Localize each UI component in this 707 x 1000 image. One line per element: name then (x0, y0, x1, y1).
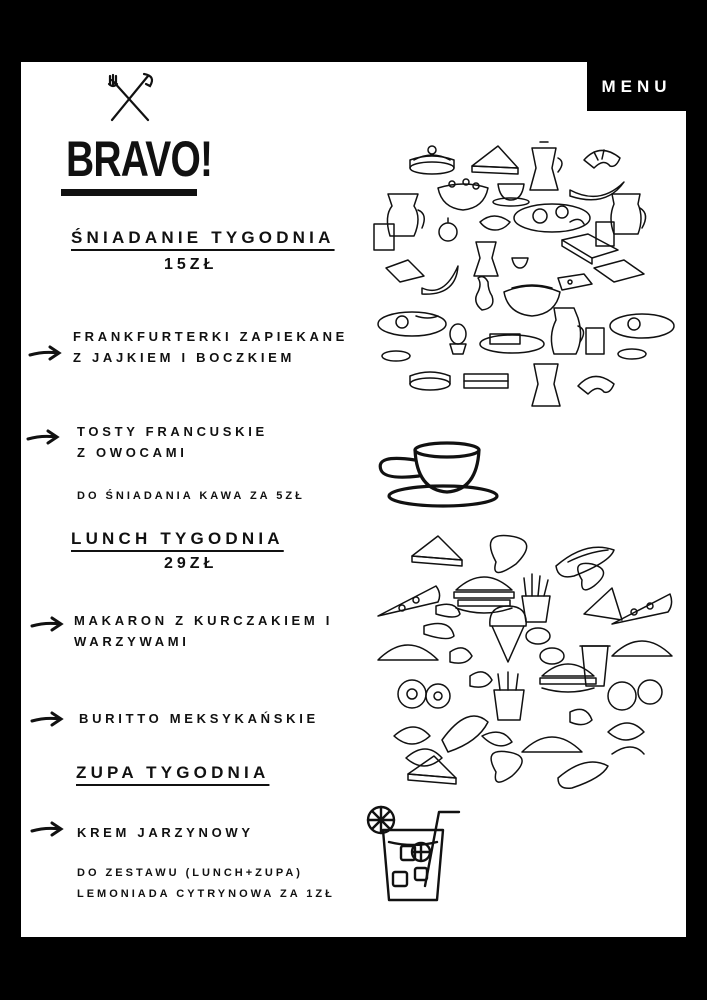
soup-note (77, 863, 335, 905)
arrow-right-icon (30, 615, 64, 633)
menu-item (77, 822, 254, 843)
arrow-right-icon (26, 428, 60, 446)
soup-title: ZUPA TYGODNIA (76, 763, 270, 782)
soup-note-line: DO ZESTAWU (LUNCH+ZUPA) (77, 867, 303, 879)
fast-food-illustration (372, 526, 676, 794)
breakfast-foods-illustration (372, 138, 678, 420)
logo-text: BRAVO! (66, 131, 213, 187)
menu-item (79, 708, 319, 729)
menu-item-line: BURITTO MEKSYKAŃSKIE (79, 711, 319, 726)
menu-item-line: FRANKFURTERKI ZAPIEKANE (73, 329, 349, 344)
lemonade-glass-icon (363, 800, 461, 906)
lunch-price: 29ZŁ (164, 555, 218, 572)
logo-underline (61, 189, 197, 196)
menu-tab[interactable] (587, 62, 686, 111)
fork-knife-icon (104, 72, 156, 124)
menu-item-line: KREM JARZYNOWY (77, 825, 254, 840)
menu-item (73, 326, 348, 368)
soup-note-line: LEMONIADA CYTRYNOWA ZA 1ZŁ (77, 888, 335, 900)
menu-item-line: Z JAJKIEM I BOCZKIEM (73, 350, 296, 365)
breakfast-note: DO ŚNIADANIA KAWA ZA 5ZŁ (77, 490, 305, 502)
menu-tab-label: MENU (601, 76, 672, 96)
lunch-title: LUNCH TYGODNIA (71, 529, 284, 548)
arrow-right-icon (28, 344, 62, 362)
arrow-right-icon (30, 710, 64, 728)
menu-item-line: TOSTY FRANCUSKIE (77, 424, 268, 439)
menu-item (74, 610, 333, 652)
menu-item-line: WARZYWAMI (74, 634, 190, 649)
breakfast-title: ŚNIADANIE TYGODNIA (71, 228, 335, 247)
breakfast-price: 15ZŁ (164, 256, 218, 273)
coffee-cup-icon (373, 438, 501, 510)
menu-item (77, 421, 268, 463)
menu-item-line: MAKARON Z KURCZAKIEM I (74, 613, 334, 628)
arrow-right-icon (30, 820, 64, 838)
menu-item-line: Z OWOCAMI (77, 445, 188, 460)
